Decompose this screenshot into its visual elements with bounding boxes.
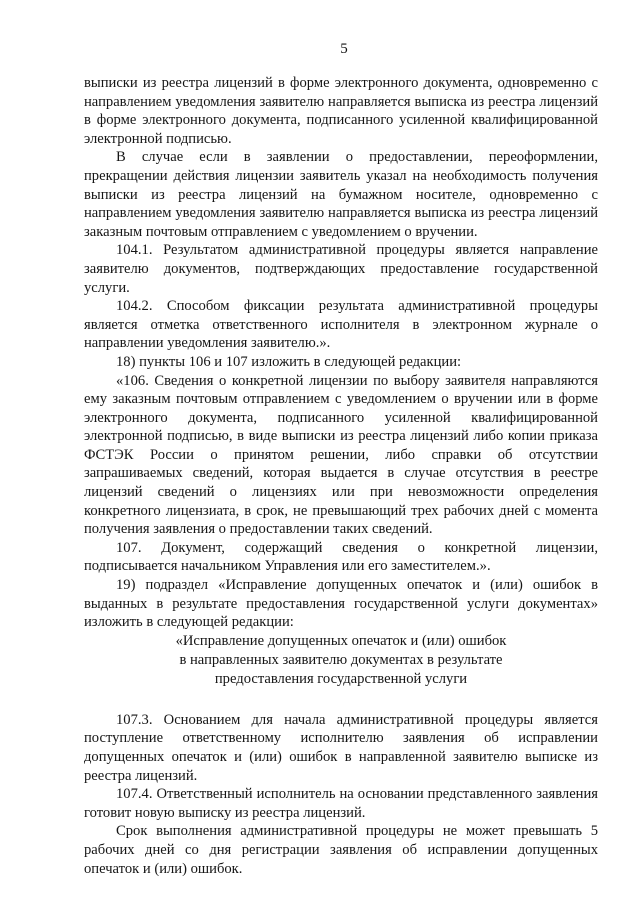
paragraph-104-2: 104.2. Способом фиксации результата административной процедуры является отметка ответственного исполнителя в электронном журнале о направлении уведомления заявителю.». [84, 298, 598, 352]
paragraph-paper-extract: В случае если в заявлении о предоставлении, переоформлении, прекращении действия лицензии заявитель указал на необходимость получения выписки из реестра лицензий на бумажном носителе, одновременно с направлением уведомления заявителю направляется выписка из реестра лицензий заказным почтовым отправлением с уведомлением о вручении. [84, 149, 598, 240]
paragraph-107-4: 107.4. Ответственный исполнитель на основании представленного заявления готовит новую выписку из реестра лицензий. [84, 786, 598, 821]
paragraph-item-19: 19) подраздел «Исправление допущенных опечаток и (или) ошибок в выданных в результате предоставления государственной услуги документах» изложить в следующей редакции: [84, 577, 598, 631]
spacer [84, 689, 598, 711]
paragraph-104-1: 104.1. Результатом административной процедуры является направление заявителю документов, подтверждающих предоставление государственной услуги. [84, 242, 598, 296]
subsection-heading-line: предоставления государственной услуги [214, 670, 468, 687]
paragraph-106: «106. Сведения о конкретной лицензии по выбору заявителя направляются ему заказным почтовым отправлением с уведомлением о вручении или в форме электронного документа, подписанного усиленной квалифицированной электронной подписью, в виде выписки из реестра лицензий либо копии приказа ФСТЭК России о принятом решении, либо справки об отсутствии запрашиваемых сведений, которая выдается в случае отсутствия в реестре лицензий сведений о лицензиях или при невозможности определения конкретного лицензиата, в срок, не превышающий трех рабочих дней с момента получения заявления о предоставлении таких сведений. [84, 372, 598, 538]
paragraph-107: 107. Документ, содержащий сведения о конкретной лицензии, подписывается начальником Управления или его заместителем.». [84, 539, 598, 575]
subsection-heading-line: в направленных заявителю документах в результате [179, 651, 503, 668]
paragraph-107-3: 107.3. Основанием для начала административной процедуры является поступление ответственному исполнителю заявления об исправлении допущенных опечаток и (или) ошибок в направленной заявителю выписке из реестра лицензий. [84, 711, 598, 784]
paragraph-deadline: Срок выполнения административной процедуры не может превышать 5 рабочих дней со дня регистрации заявления об исправлении допущенных опечаток и (или) ошибок. [84, 823, 598, 877]
subsection-heading-line: «Исправление допущенных опечаток и (или) ошибок [175, 632, 507, 649]
paragraph-continuation: выписки из реестра лицензий в форме электронного документа, одновременно с направлением уведомления заявителю направляется выписка из реестра лицензий в форме электронного документа, подписанного усиленной квалифицированной электронной подписью. [84, 75, 598, 147]
paragraph-item-18: 18) пункты 106 и 107 изложить в следующей редакции: [116, 353, 462, 370]
subsection-heading [84, 632, 598, 689]
page-number: 5 [340, 41, 348, 57]
